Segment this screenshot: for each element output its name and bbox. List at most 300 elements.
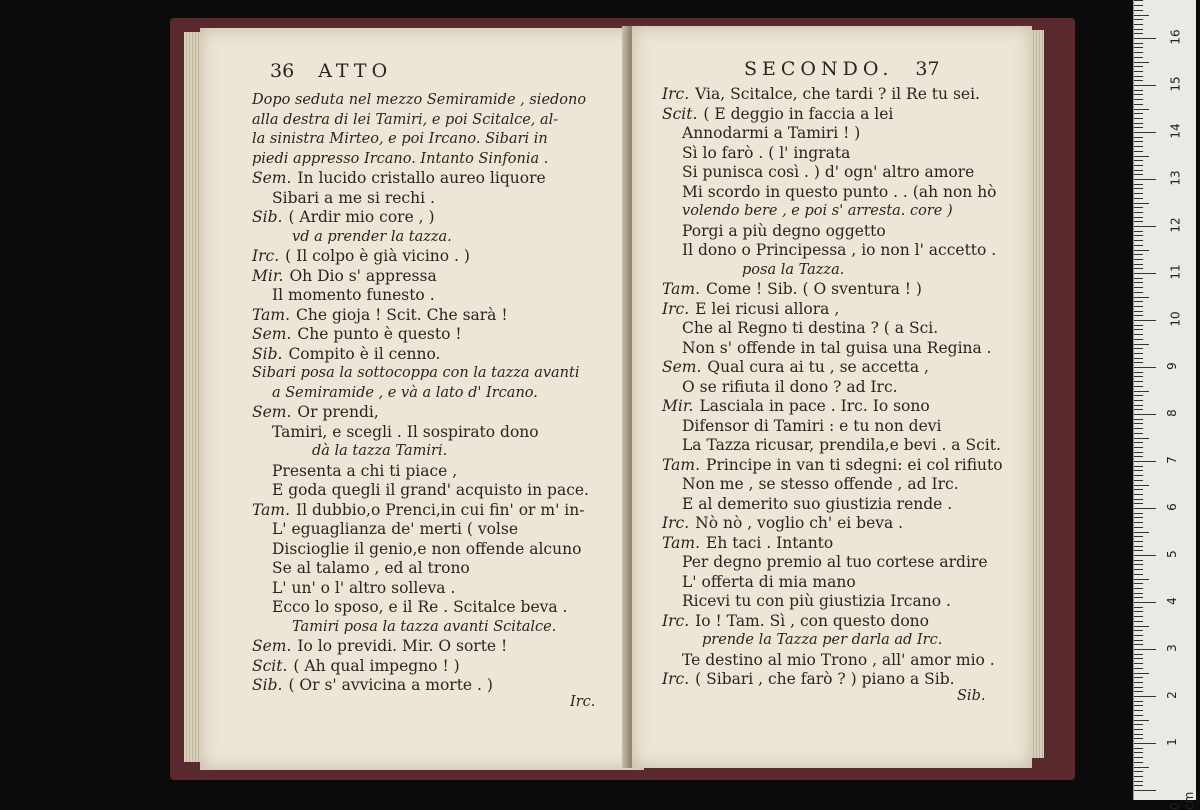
- text-line: [662, 513, 903, 533]
- ruler-tick: [1134, 635, 1143, 636]
- ruler-tick: [1134, 527, 1143, 528]
- ruler-tick: [1134, 358, 1143, 359]
- text-line: [252, 90, 586, 110]
- ruler-tick: [1134, 762, 1143, 763]
- ruler-tick: [1134, 282, 1143, 283]
- text-line: [252, 266, 437, 286]
- text-line: [252, 324, 462, 344]
- text-line: [682, 474, 959, 494]
- ruler-tick: [1134, 724, 1143, 725]
- ruler-tick: [1134, 391, 1149, 392]
- ruler-number: 8: [1164, 409, 1179, 417]
- ruler-tick: [1134, 226, 1156, 227]
- text-line: [272, 422, 539, 442]
- left-page-number: 36: [270, 60, 295, 82]
- speaker-label: Sem.: [252, 325, 292, 343]
- text-line: [662, 611, 929, 631]
- ruler-tick: [1134, 94, 1143, 95]
- ruler-tick: [1134, 532, 1149, 533]
- line-text: Che punto è questo !: [297, 325, 462, 343]
- ruler-number: 12: [1168, 217, 1183, 233]
- ruler-tick: [1134, 71, 1143, 72]
- ruler-tick: [1134, 99, 1143, 100]
- ruler-tick: [1134, 517, 1143, 518]
- ruler-tick: [1134, 687, 1143, 688]
- ruler-tick: [1134, 325, 1143, 326]
- line-text: Io ! Tam. Sì , con questo dono: [695, 611, 929, 630]
- line-text: Tamiri posa la tazza avanti Scitalce.: [292, 618, 557, 635]
- ruler-tick: [1134, 668, 1143, 669]
- ruler-tick: [1134, 466, 1143, 467]
- ruler-tick: [1134, 593, 1143, 594]
- ruler-tick: [1134, 696, 1156, 697]
- ruler-tick: [1134, 428, 1143, 429]
- speaker-label: Sib.: [252, 344, 283, 363]
- text-line: [272, 461, 457, 481]
- speaker-label: Sib.: [252, 676, 283, 694]
- ruler-tick: [1134, 141, 1143, 142]
- line-text: la sinistra Mirteo, e poi Ircano. Sibari in: [252, 131, 548, 147]
- line-text: Non s' offende in tal guisa una Regina .: [682, 338, 992, 357]
- ruler-tick: [1134, 442, 1143, 443]
- ruler-tick: [1134, 184, 1143, 185]
- ruler-tick: [1134, 560, 1143, 561]
- text-line: [252, 207, 435, 227]
- text-line: [682, 143, 850, 163]
- line-text: volendo bere , e poi s' arresta. core ): [682, 203, 953, 219]
- line-text: O se rifiuta il dono ? ad Irc.: [682, 377, 898, 396]
- ruler-tick: [1134, 344, 1149, 345]
- text-line: [702, 630, 942, 650]
- ruler-tick: [1134, 447, 1143, 448]
- line-text: Presenta a chi ti piace ,: [272, 461, 458, 480]
- ruler-tick: [1134, 212, 1143, 213]
- ruler-tick: [1134, 320, 1156, 321]
- line-text: ( E deggio in faccia a lei: [703, 104, 894, 123]
- text-line: [662, 357, 929, 377]
- ruler-tick: [1134, 536, 1143, 537]
- ruler-tick: [1134, 179, 1156, 180]
- ruler-tick: [1134, 174, 1143, 175]
- ruler-tick: [1134, 287, 1143, 288]
- text-line: [292, 227, 452, 247]
- line-text: Sì lo farò . ( l' ingrata: [682, 143, 851, 162]
- line-text: Mi scordo in questo punto . . (ah non hò: [682, 182, 997, 201]
- line-text: piedi appresso Ircano. Intanto Sinfonia .: [252, 150, 549, 167]
- ruler-tick: [1134, 414, 1156, 415]
- text-line: [662, 104, 893, 124]
- ruler-tick: [1134, 381, 1143, 382]
- text-line: [272, 558, 470, 578]
- text-line: [252, 636, 507, 656]
- speaker-label: Mir.: [252, 266, 284, 285]
- line-text: Se al talamo , ed al trono: [272, 559, 470, 577]
- line-text: E goda quegli il grand' acquisto in pace.: [272, 481, 589, 499]
- line-text: Sibari a me si rechi .: [272, 188, 435, 207]
- speaker-label: Tam.: [252, 500, 291, 519]
- speaker-label: Sem.: [662, 358, 702, 376]
- ruler-number: 16: [1168, 29, 1183, 45]
- ruler-tick: [1134, 649, 1156, 650]
- line-text: Or prendi,: [297, 403, 379, 421]
- ruler-tick: [1134, 654, 1143, 655]
- line-text: Oh Dio s' appressa: [289, 266, 437, 285]
- ruler-tick: [1134, 705, 1143, 706]
- line-text: Lasciala in pace . Irc. Io sono: [699, 397, 930, 415]
- ruler-tick: [1134, 423, 1143, 424]
- left-page: [200, 28, 644, 770]
- ruler-tick: [1134, 677, 1143, 678]
- ruler-number: 3: [1164, 644, 1179, 652]
- text-line: [252, 305, 508, 325]
- left-head-title: ATTO: [318, 60, 393, 82]
- text-line: [682, 377, 898, 397]
- ruler-number: 0 cm: [1168, 791, 1196, 810]
- ruler-tick: [1134, 33, 1143, 34]
- ruler-tick: [1134, 104, 1143, 105]
- line-text: Si punisca così . ) d' ogn' altro amore: [682, 163, 975, 181]
- ruler-tick: [1134, 729, 1143, 730]
- speaker-label: Scit.: [252, 656, 288, 675]
- line-text: E al demerito suo giustizia rende .: [682, 494, 953, 513]
- ruler-tick: [1134, 583, 1143, 584]
- line-text: Come ! Sib. ( O sventura ! ): [706, 280, 922, 298]
- ruler-tick: [1134, 292, 1143, 293]
- text-line: [682, 494, 952, 514]
- ruler-tick: [1134, 691, 1143, 692]
- text-line: [272, 383, 538, 403]
- ruler-tick: [1134, 24, 1143, 25]
- text-line: [272, 519, 518, 539]
- line-text: ( Ah qual impegno ! ): [293, 656, 460, 675]
- ruler-tick: [1134, 0, 1143, 1]
- speaker-label: Sem.: [252, 169, 292, 187]
- ruler-tick: [1134, 109, 1149, 110]
- line-text: Nò nò , voglio ch' ei beva .: [695, 514, 904, 532]
- ruler-number: 11: [1168, 264, 1183, 280]
- ruler-tick: [1134, 395, 1143, 396]
- speaker-label: Mir.: [662, 397, 694, 415]
- ruler-tick: [1134, 630, 1143, 631]
- line-text: a Semiramide , e và a lato d' Ircano.: [272, 384, 538, 401]
- ruler-tick: [1134, 170, 1143, 171]
- ruler-number: 9: [1164, 362, 1179, 370]
- ruler-tick: [1134, 579, 1149, 580]
- line-text: Annodarmi a Tamiri ! ): [682, 124, 861, 142]
- speaker-label: Irc.: [662, 514, 690, 532]
- speaker-label: Tam.: [662, 280, 701, 298]
- text-line: [682, 572, 856, 592]
- ruler-tick: [1134, 485, 1149, 486]
- right-head-title: SECONDO.: [744, 58, 894, 80]
- speaker-label: Tam.: [662, 455, 701, 474]
- ruler-tick: [1134, 513, 1143, 514]
- ruler-tick: [1134, 5, 1143, 6]
- ruler-tick: [1134, 480, 1143, 481]
- speaker-label: Irc.: [662, 299, 690, 318]
- left-catchword: Irc.: [570, 694, 596, 710]
- right-running-head: [744, 58, 940, 80]
- text-line: [662, 455, 1003, 475]
- ruler-tick: [1134, 564, 1143, 565]
- text-line: [272, 539, 581, 559]
- ruler-tick: [1134, 367, 1156, 368]
- ruler-tick: [1134, 62, 1149, 63]
- text-line: [272, 285, 435, 305]
- line-text: vd a prender la tazza.: [292, 228, 452, 245]
- speaker-label: Irc.: [662, 85, 690, 103]
- line-text: prende la Tazza per darla ad Irc.: [702, 632, 943, 648]
- text-line: [252, 149, 548, 169]
- text-line: [682, 201, 953, 221]
- text-line: [272, 480, 589, 500]
- text-line: [252, 656, 460, 676]
- line-text: Ecco lo sposo, e il Re . Scitalce beva .: [272, 598, 568, 616]
- text-line: [682, 240, 996, 260]
- ruler-tick: [1134, 574, 1143, 575]
- ruler-tick: [1134, 221, 1143, 222]
- ruler-number: 1: [1164, 738, 1179, 746]
- ruler-tick: [1134, 781, 1143, 782]
- text-line: [682, 435, 1001, 455]
- ruler-tick: [1134, 673, 1149, 674]
- ruler-tick: [1134, 193, 1143, 194]
- ruler-tick: [1134, 146, 1143, 147]
- speaker-label: Sem.: [252, 637, 292, 655]
- ruler-tick: [1134, 767, 1149, 768]
- ruler-tick: [1134, 419, 1143, 420]
- left-running-head: [270, 60, 392, 82]
- ruler-tick: [1134, 132, 1156, 133]
- ruler-tick: [1134, 329, 1143, 330]
- line-text: E lei ricusi allora ,: [695, 299, 840, 318]
- line-text: posa la Tazza.: [742, 261, 845, 278]
- line-text: Il momento funesto .: [272, 286, 435, 304]
- text-line: [252, 110, 558, 130]
- line-text: ( Ardir mio core , ): [288, 208, 435, 226]
- text-line: [252, 168, 546, 188]
- ruler-tick: [1134, 607, 1143, 608]
- ruler-tick: [1134, 235, 1143, 236]
- ruler-tick: [1134, 752, 1143, 753]
- line-text: Che gioja ! Scit. Che sarà !: [296, 305, 508, 324]
- ruler-tick: [1134, 720, 1149, 721]
- text-line: [682, 552, 988, 572]
- text-line: [292, 617, 556, 637]
- line-text: Che al Regno ti destina ? ( a Sci.: [682, 319, 939, 337]
- line-text: Il dono o Principessa , io non l' accetto .: [682, 241, 997, 259]
- ruler-tick: [1134, 348, 1143, 349]
- line-text: Tamiri, e scegli . Il sospirato dono: [272, 422, 539, 441]
- ruler-tick: [1134, 776, 1143, 777]
- text-line: [272, 578, 455, 598]
- line-text: Discioglie il genio,e non offende alcuno: [272, 539, 582, 558]
- ruler-tick: [1134, 217, 1143, 218]
- text-line: [252, 344, 440, 364]
- ruler-tick: [1134, 569, 1143, 570]
- line-text: Te destino al mio Trono , all' amor mio .: [682, 650, 995, 669]
- ruler-tick: [1134, 644, 1143, 645]
- line-text: Via, Scitalce, che tardi ? il Re tu sei.: [695, 85, 980, 103]
- ruler-tick: [1134, 611, 1143, 612]
- text-line: [252, 129, 548, 149]
- ruler-tick: [1134, 555, 1156, 556]
- ruler-tick: [1134, 38, 1156, 39]
- measuring-ruler: [1133, 0, 1196, 810]
- ruler-tick: [1134, 334, 1143, 335]
- ruler-tick: [1134, 715, 1143, 716]
- line-text: alla destra di lei Tamiri, e poi Scitalce, al-: [252, 111, 559, 128]
- line-text: Sibari posa la sottocoppa con la tazza avanti: [252, 365, 580, 381]
- ruler-number: 14: [1168, 123, 1183, 139]
- ruler-tick: [1134, 10, 1143, 11]
- ruler-tick: [1134, 785, 1143, 786]
- ruler-tick: [1134, 188, 1143, 189]
- text-line: [252, 500, 584, 520]
- ruler-tick: [1134, 602, 1156, 603]
- line-text: Compito è il cenno.: [288, 344, 441, 363]
- text-line: [252, 246, 470, 266]
- ruler-tick: [1134, 409, 1143, 410]
- text-line: [252, 402, 379, 422]
- ruler-tick: [1134, 405, 1143, 406]
- ruler-tick: [1134, 278, 1143, 279]
- ruler-tick: [1134, 311, 1143, 312]
- speaker-label: Tam.: [662, 533, 701, 552]
- speaker-label: Tam.: [252, 305, 291, 324]
- speaker-label: Irc.: [252, 247, 280, 265]
- ruler-tick: [1134, 268, 1143, 269]
- line-text: Qual cura ai tu , se accetta ,: [707, 358, 929, 376]
- line-text: Ricevi tu con più giustizia Ircano .: [682, 592, 951, 610]
- ruler-tick: [1134, 400, 1143, 401]
- ruler-tick: [1134, 452, 1143, 453]
- line-text: Il dubbio,o Prenci,in cui fin' or m' in-: [296, 500, 585, 519]
- ruler-tick: [1134, 80, 1143, 81]
- line-text: L' eguaglianza de' merti ( volse: [272, 520, 519, 538]
- text-line: [682, 182, 997, 202]
- line-text: Principe in van ti sdegni: ei col rifiuto: [706, 455, 1003, 474]
- line-text: Dopo seduta nel mezzo Semiramide , siedono: [252, 92, 587, 108]
- ruler-tick: [1134, 264, 1143, 265]
- ruler-number: 6: [1164, 503, 1179, 511]
- line-text: Per degno premio al tuo cortese ardire: [682, 553, 988, 571]
- ruler-tick: [1134, 254, 1143, 255]
- ruler-tick: [1134, 301, 1143, 302]
- ruler-tick: [1134, 165, 1143, 166]
- ruler-tick: [1134, 489, 1143, 490]
- ruler-tick: [1134, 616, 1143, 617]
- ruler-tick: [1134, 748, 1143, 749]
- ruler-tick: [1134, 203, 1149, 204]
- right-page: [632, 26, 1032, 768]
- ruler-tick: [1134, 682, 1143, 683]
- ruler-number: 10: [1168, 311, 1183, 327]
- text-line: [742, 260, 844, 280]
- text-line: [662, 669, 955, 689]
- ruler-tick: [1134, 123, 1143, 124]
- text-line: [682, 123, 860, 143]
- ruler-tick: [1134, 494, 1143, 495]
- line-text: Io lo previdi. Mir. O sorte !: [297, 637, 508, 655]
- text-line: [682, 650, 995, 670]
- ruler-tick: [1134, 433, 1143, 434]
- text-line: [662, 533, 833, 553]
- ruler-tick: [1134, 640, 1143, 641]
- text-line: [662, 299, 839, 319]
- ruler-tick: [1134, 297, 1149, 298]
- ruler-tick: [1134, 151, 1143, 152]
- ruler-tick: [1134, 597, 1143, 598]
- ruler-tick: [1134, 734, 1143, 735]
- ruler-tick: [1134, 710, 1143, 711]
- line-text: In lucido cristallo aureo liquore: [297, 169, 546, 187]
- ruler-tick: [1134, 245, 1143, 246]
- ruler-tick: [1134, 757, 1143, 758]
- ruler-tick: [1134, 541, 1143, 542]
- line-text: La Tazza ricusar, prendila,e bevi . a Scit.: [682, 436, 1001, 454]
- ruler-tick: [1134, 626, 1149, 627]
- ruler-tick: [1134, 137, 1143, 138]
- ruler-tick: [1134, 771, 1143, 772]
- ruler-tick: [1134, 66, 1143, 67]
- right-catchword: Sib.: [957, 688, 986, 704]
- ruler-tick: [1134, 250, 1149, 251]
- line-text: ( Il colpo è già vicino . ): [285, 247, 470, 265]
- ruler-tick: [1134, 353, 1143, 354]
- ruler-tick: [1134, 52, 1143, 53]
- ruler-tick: [1134, 550, 1143, 551]
- right-page-number: 37: [915, 58, 940, 80]
- text-line: [682, 416, 941, 436]
- text-line: [272, 188, 435, 208]
- speaker-label: Scit.: [662, 104, 698, 123]
- ruler-tick: [1134, 57, 1143, 58]
- ruler-tick: [1134, 15, 1149, 16]
- ruler-tick: [1134, 76, 1143, 77]
- ruler-tick: [1134, 113, 1143, 114]
- ruler-tick: [1134, 240, 1143, 241]
- ruler-number: 13: [1168, 170, 1183, 186]
- ruler-tick: [1134, 475, 1143, 476]
- ruler-tick: [1134, 738, 1143, 739]
- ruler-tick: [1134, 470, 1143, 471]
- ruler-number: 4: [1164, 597, 1179, 605]
- text-line: [662, 279, 922, 299]
- ruler-tick: [1134, 19, 1143, 20]
- ruler-tick: [1134, 508, 1156, 509]
- ruler-number: 5: [1164, 550, 1179, 558]
- line-text: dà la tazza Tamiri.: [312, 443, 448, 459]
- ruler-tick: [1134, 588, 1143, 589]
- ruler-number: 7: [1164, 456, 1179, 464]
- ruler-number: 15: [1168, 76, 1183, 92]
- ruler-tick: [1134, 461, 1156, 462]
- ruler-tick: [1134, 503, 1143, 504]
- speaker-label: Irc.: [662, 611, 690, 630]
- speaker-label: Sib.: [252, 208, 283, 226]
- ruler-tick: [1134, 259, 1143, 260]
- ruler-tick: [1134, 231, 1143, 232]
- line-text: L' un' o l' altro solleva .: [272, 578, 456, 597]
- ruler-number: 2: [1164, 691, 1179, 699]
- text-line: [252, 363, 579, 383]
- ruler-tick: [1134, 386, 1143, 387]
- line-text: Non me , se stesso offende , ad Irc.: [682, 475, 959, 493]
- ruler-tick: [1134, 743, 1156, 744]
- ruler-tick: [1134, 372, 1143, 373]
- line-text: L' offerta di mia mano: [682, 572, 856, 591]
